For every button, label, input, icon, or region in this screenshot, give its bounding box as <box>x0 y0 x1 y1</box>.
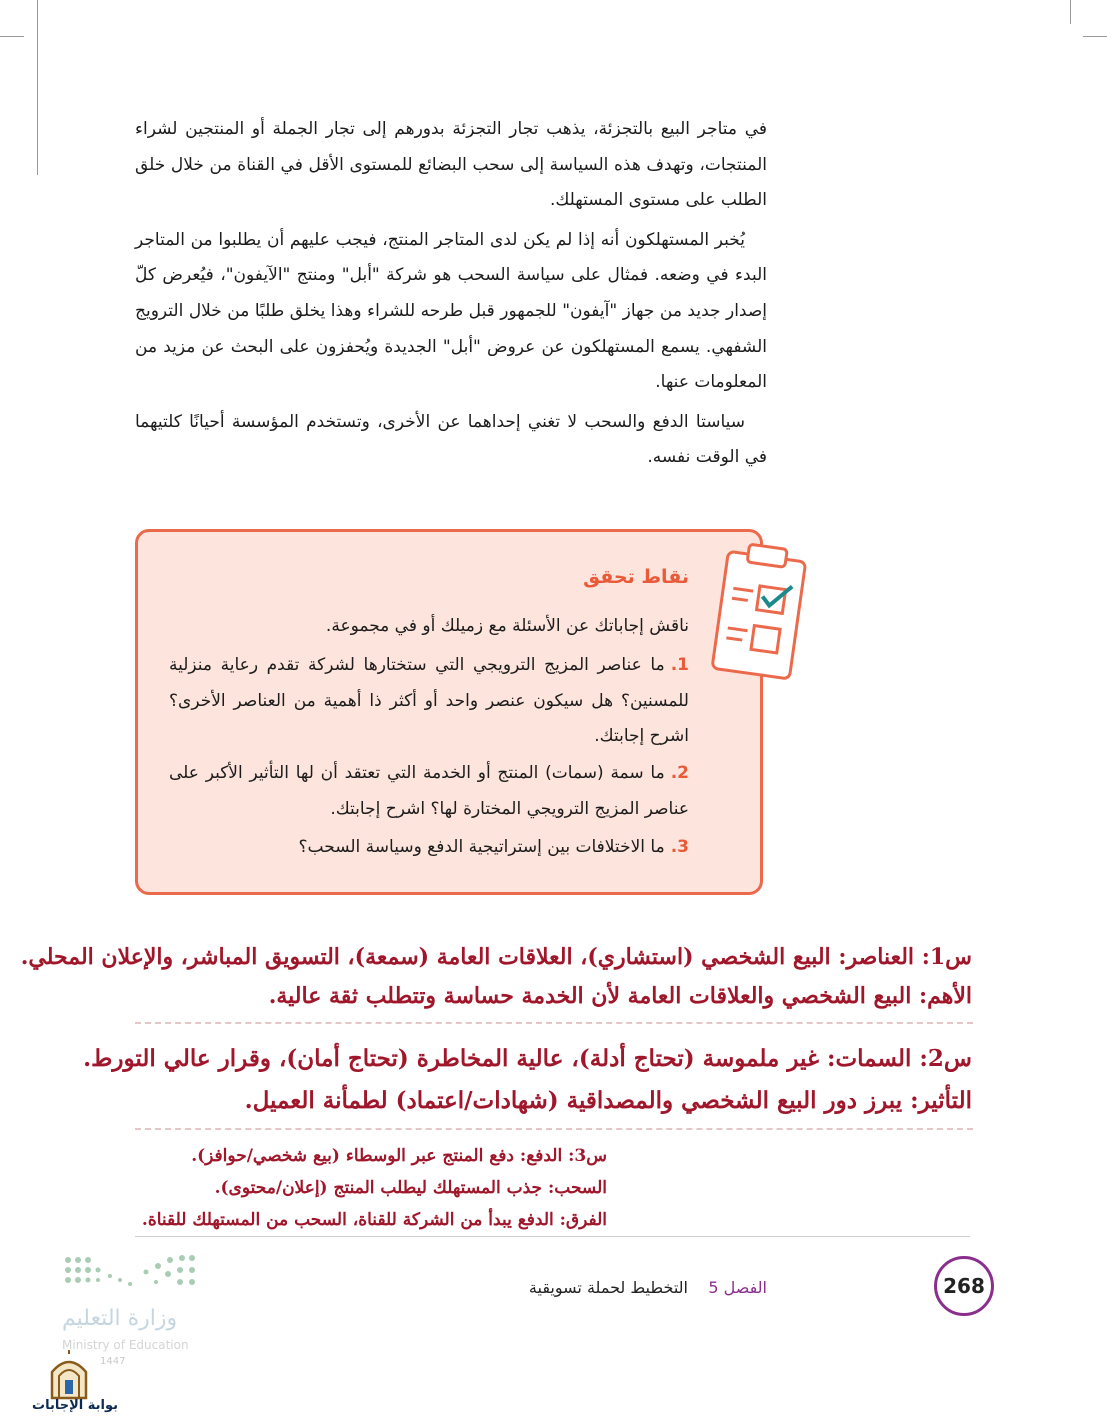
body-text <box>135 112 767 480</box>
ministry-year: 1447 <box>100 1356 126 1367</box>
answer-2-line-2: التأثير: يبرز دور البيع الشخصي والمصداقية (شهادات/اعتماد) لطمأنة العميل. <box>244 1087 972 1114</box>
divider <box>135 1022 973 1024</box>
answer-2 <box>83 1038 972 1122</box>
page-number: 268 <box>934 1256 994 1316</box>
paragraph-2: يُخبر المستهلكون أنه إذا لم يكن لدى المتاجر المنتج، فيجب عليهم أن يطلبوا من المتاجر البدء في وضعه. فمثال على سياسة السحب هو شركة "أبل" ومنتج "الآيفون"، فيُعرض كلّ إصدار جديد من جهاز "آيفون" للجمهور قبل طرحه للشراء وهذا يخلق طلبًا من خلال الترويج الشفهي. يسمع المستهلكون عن عروض "أبل" الجديدة ويُحفزون على البحث عن مزيد من المعلومات عنها. <box>135 229 767 393</box>
question-text: ما الاختلافات بين إستراتيجية الدفع وسياسة السحب؟ <box>298 837 665 857</box>
answer-3-line-1: س3: الدفع: دفع المنتج عبر الوسطاء (بيع شخصي/حوافز). <box>191 1146 607 1166</box>
crop-mark <box>37 0 38 175</box>
crop-mark <box>1070 0 1071 24</box>
question-number: 2. <box>670 763 689 783</box>
clipboard-check-icon <box>702 534 814 684</box>
ministry-logo-icon <box>62 1252 198 1294</box>
divider <box>135 1128 973 1130</box>
question-number: 3. <box>670 837 689 857</box>
paragraph-1: في متاجر البيع بالتجزئة، يذهب تجار التجزئة بدورهم إلى تجار الجملة أو المنتجين لشراء المنتجات، وتهدف هذه السياسة إلى سحب البضائع للمستوى الأقل في القناة من خلال خلق الطلب على مستوى المستهلك. <box>135 119 767 211</box>
checkpoints-title: نقاط تحقق <box>583 566 689 588</box>
chapter-footer <box>529 1278 767 1297</box>
answer-2-line-1: س2: السمات: غير ملموسة (تحتاج أدلة)، عالية المخاطرة (تحتاج أمان)، وقرار عالي التورط. <box>83 1045 972 1072</box>
question-1 <box>169 648 689 755</box>
question-text: ما عناصر المزيج الترويجي التي ستختارها لشركة تقدم رعاية منزلية للمسنين؟ هل سيكون عنصر واحد أو أكثر ذا أهمية من العناصر الأخرى؟ اشرح إجابتك. <box>169 655 689 746</box>
crop-mark <box>1083 36 1107 37</box>
divider <box>135 1236 970 1237</box>
crop-mark <box>0 36 24 37</box>
answer-3-line-3: الفرق: الدفع يبدأ من الشركة للقناة، السحب من المستهلك للقناة. <box>141 1210 607 1230</box>
answer-1-line-2: الأهم: البيع الشخصي والعلاقات العامة لأن الخدمة حساسة وتتطلب ثقة عالية. <box>268 983 972 1009</box>
question-2 <box>169 756 689 827</box>
answer-1 <box>21 938 972 1016</box>
question-text: ما سمة (سمات) المنتج أو الخدمة التي تعتقد أن لها التأثير الأكبر على عناصر المزيج الترويجي المختارة لها؟ اشرح إجابتك. <box>169 763 689 819</box>
answer-3-line-2: السحب: جذب المستهلك ليطلب المنتج (إعلان/محتوى). <box>214 1178 607 1198</box>
chapter-label: الفصل 5 <box>708 1278 767 1297</box>
ministry-name-arabic: وزارة التعليم <box>62 1306 178 1331</box>
chapter-title: التخطيط لحملة تسويقية <box>528 1278 688 1297</box>
watermark-text: بوابة الإجابات <box>32 1398 118 1413</box>
question-3 <box>169 830 689 866</box>
ministry-name-english: Ministry of Education <box>62 1338 189 1352</box>
mosque-icon <box>46 1350 92 1400</box>
question-number: 1. <box>670 655 689 675</box>
answer-1-line-1: س1: العناصر: البيع الشخصي (استشاري)، العلاقات العامة (سمعة)، التسويق المباشر، والإعلان المحلي. <box>20 944 972 970</box>
answer-3 <box>142 1140 607 1236</box>
checkpoints-intro: ناقش إجاباتك عن الأسئلة مع زميلك أو في مجموعة. <box>325 616 689 636</box>
paragraph-3: سياستا الدفع والسحب لا تغني إحداهما عن الأخرى، وتستخدم المؤسسة أحيانًا كلتيهما في الوقت نفسه. <box>135 411 767 468</box>
